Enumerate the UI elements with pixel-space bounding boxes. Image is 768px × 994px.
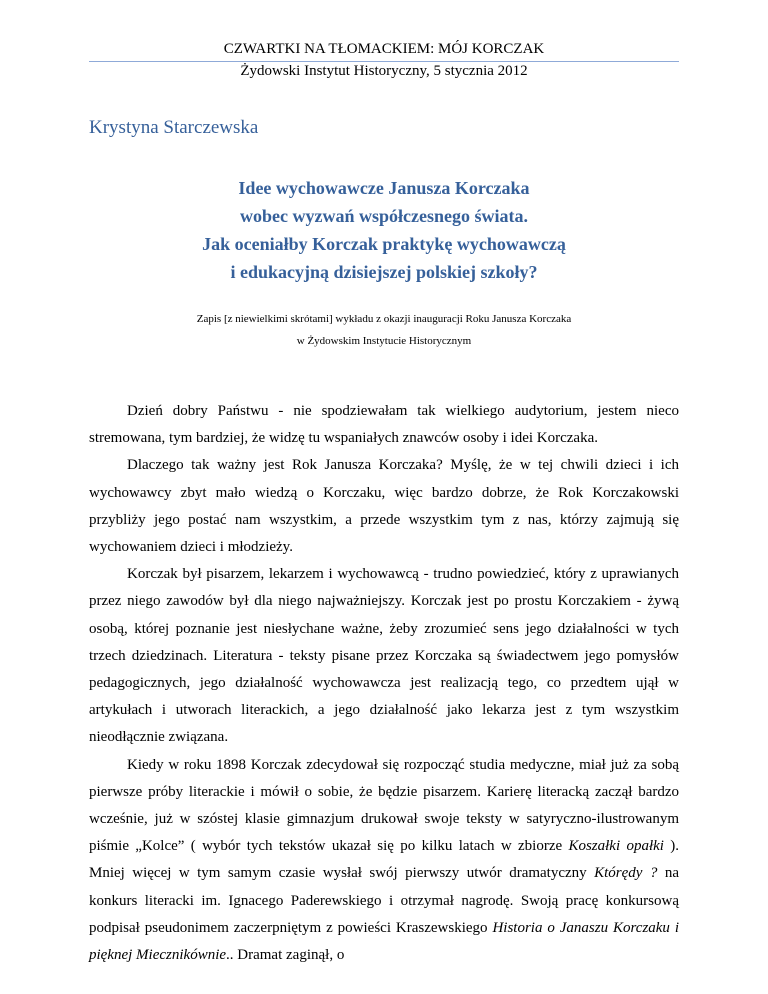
drama-title: Którędy ? xyxy=(594,865,658,882)
note-line: w Żydowskim Instytucie Historycznym xyxy=(296,335,472,347)
title-line: i edukacyjną dzisiejszej polskiej szkoły? xyxy=(230,262,538,282)
note-line: Zapis [z niewielkimi skrótami] wykładu z okazji inauguracji Roku Janusza Korczaka xyxy=(196,313,572,325)
paragraph: Dlaczego tak ważny jest Rok Janusza Korczaka? Myślę, że w tej chwili dzieci i ich wychowawcy zbyt mało wiedzą o Korczaku, więc bardzo dobrze, że Rok Korczakowski przybliży jego postać nam wszystkim, a przede wszystkim tym z nas, którzy zajmują się wychowaniem dzieci i młodzieży. xyxy=(89,457,679,556)
page-header xyxy=(0,38,768,82)
header-title: CZWARTKI NA TŁOMACKIEM: MÓJ KORCZAK xyxy=(223,41,545,57)
header-divider xyxy=(89,61,679,62)
paragraph: Dzień dobry Państwu - nie spodziewałam tak wielkiego audytorium, jestem nieco stremowana, tym bardziej, że widzę tu wspaniałych znawców osoby i idei Korczaka. xyxy=(89,403,679,447)
novel-title: Historia o Janaszu Korczaku i pięknej Miecznikównie xyxy=(89,919,680,964)
body-text xyxy=(89,398,679,969)
paragraph xyxy=(89,752,679,970)
transcript-note xyxy=(0,308,768,352)
text-run: ). Mniej więcej w tym samym czasie wysłał swój pierwszy utwór dramatyczny xyxy=(89,838,679,882)
author-name: Krystyna Starczewska xyxy=(89,117,259,138)
header-subtitle: Żydowski Instytut Historyczny, 5 stycznia 2012 xyxy=(240,63,528,79)
title-line: Jak oceniałby Korczak praktykę wychowawczą xyxy=(202,234,566,254)
title-line: wobec wyzwań współczesnego świata. xyxy=(240,206,528,226)
book-title: Koszałki opałki xyxy=(568,838,664,855)
text-run: Kiedy w roku 1898 Korczak zdecydował się rozpocząć studia medyczne, miał już za sobą pierwsze próby literackie i mówił o sobie, że będzie pisarzem. Karierę literacką zaczął bardzo wcześnie, już w szóstej klasie gimnazjum drukował swoje teksty w satyryczno-ilustrowanym piśmie „Kolce” ( wybór tych tekstów ukazał się po kilku latach w zbiorze xyxy=(89,756,679,855)
text-run: .. Dramat zaginął, o xyxy=(226,947,345,964)
text-run: na konkurs literacki im. Ignacego Paderewskiego i otrzymał nagrodę. Swoją pracę konkursową podpisał pseudonimem zaczerpniętym z powieści Kraszewskiego xyxy=(89,865,679,936)
title-line: Idee wychowawcze Janusza Korczaka xyxy=(238,178,530,198)
paragraph: Korczak był pisarzem, lekarzem i wychowawcą - trudno powiedzieć, który z uprawianych przez niego zawodów był dla niego najważniejszy. Korczak jest po prostu Korczakiem - żywą osobą, której poznanie jest niesłychane ważne, żeby zrozumieć sens jego działalności w tych trzech dziedzinach. Literatura - teksty pisane przez Korczaka są świadectwem jego pomysłów pedagogicznych, jego działalność wychowawcza jest realizacją tego, co przedtem ujął w artykułach i utworach literackich, a jego działalność jako lekarza jest z tym wszystkim nieodłącznie związana. xyxy=(89,566,679,746)
lecture-title xyxy=(0,174,768,286)
